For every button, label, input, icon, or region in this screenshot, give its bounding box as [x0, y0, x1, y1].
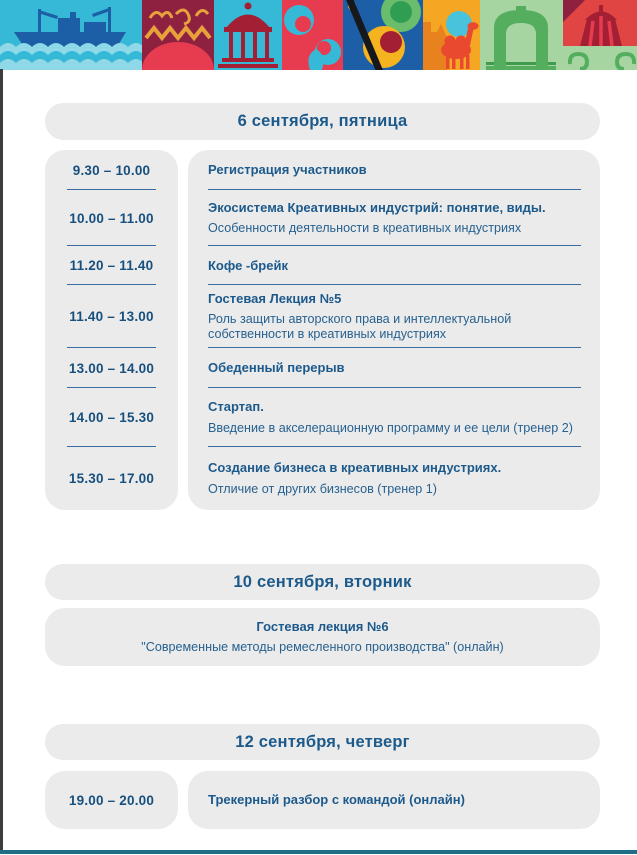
time-slot: 9.30 – 10.00 — [72, 162, 151, 178]
time-slot: 11.20 – 11.40 — [69, 258, 154, 273]
event-title: Гостевая лекция №6 — [256, 619, 389, 635]
event-row — [188, 246, 600, 285]
time-slot: 10.00 – 11.00 — [69, 210, 154, 226]
time-slot: 15.30 – 17.00 — [68, 471, 155, 486]
event-subtitle: "Современные методы ремесленного производства" (онлайн) — [141, 639, 504, 654]
event-row — [188, 388, 600, 447]
yurt-tile — [563, 0, 637, 70]
day-header-sep-10 — [45, 564, 600, 600]
program-content — [45, 103, 600, 829]
event-title: Обеденный перерыв — [208, 360, 345, 376]
time-row — [45, 348, 178, 388]
event-subtitle: Особенности деятельности в креативных индустриях — [208, 221, 522, 236]
day-title: 6 сентября, пятница — [237, 112, 408, 130]
time-slot: 13.00 – 14.00 — [68, 360, 155, 376]
day-header-sep-12 — [45, 724, 600, 760]
time-row — [45, 246, 178, 285]
time-slot: 11.40 – 13.00 — [69, 309, 154, 324]
event-title: Трекерный разбор с командой (онлайн) — [208, 792, 465, 808]
time-slot: 14.00 – 15.30 — [68, 410, 155, 425]
time-row — [45, 388, 178, 447]
event-subtitle: Введение в акселерационную программу и ее цели (тренер 2) — [208, 420, 573, 435]
time-row — [45, 190, 178, 246]
schedule-sep-6 — [45, 150, 600, 510]
time-row — [45, 447, 178, 510]
camel-tile — [423, 0, 480, 70]
event-subtitle: Отличие от других бизнесов (тренер 1) — [208, 481, 437, 496]
event-title: Кофе -брейк — [208, 257, 288, 273]
day-title: 12 сентября, четверг — [235, 732, 410, 751]
event-title: Экосистема Креативных индустрий: понятие, виды. — [208, 199, 546, 215]
online-lecture-panel — [45, 608, 600, 666]
ram-horn-tile — [282, 0, 343, 70]
event-title: Регистрация участников — [208, 162, 367, 178]
gazebo-tile — [214, 0, 282, 70]
time-row — [45, 285, 178, 348]
event-pill — [188, 771, 600, 829]
ornament-dome-tile — [142, 0, 214, 70]
event-row — [188, 447, 600, 510]
event-title: Стартап. — [208, 399, 264, 415]
footer-accent-bar — [0, 850, 637, 854]
event-row — [188, 285, 600, 348]
page-left-edge — [0, 69, 3, 850]
event-row — [188, 190, 600, 246]
event-title: Гостевая Лекция №5 — [208, 290, 342, 306]
event-title: Создание бизнеса в креативных индустриях. — [208, 460, 502, 476]
times-panel — [45, 150, 178, 510]
event-row — [188, 348, 600, 388]
decorative-banner — [0, 0, 637, 70]
waves-icon — [0, 43, 144, 70]
arch-tile — [480, 0, 563, 70]
day-title: 10 сентября, вторник — [233, 572, 412, 591]
time-row — [45, 150, 178, 190]
events-panel — [188, 150, 600, 510]
time-slot: 19.00 – 20.00 — [68, 792, 155, 808]
schedule-sep-12 — [45, 771, 600, 829]
time-pill — [45, 771, 178, 829]
cargo-ship-tile — [0, 0, 144, 70]
event-subtitle: Роль защиты авторского права и интеллектуальной собственности в креативных индустриях — [208, 312, 512, 342]
day-header-sep-6 — [45, 103, 600, 140]
event-row — [188, 150, 600, 190]
